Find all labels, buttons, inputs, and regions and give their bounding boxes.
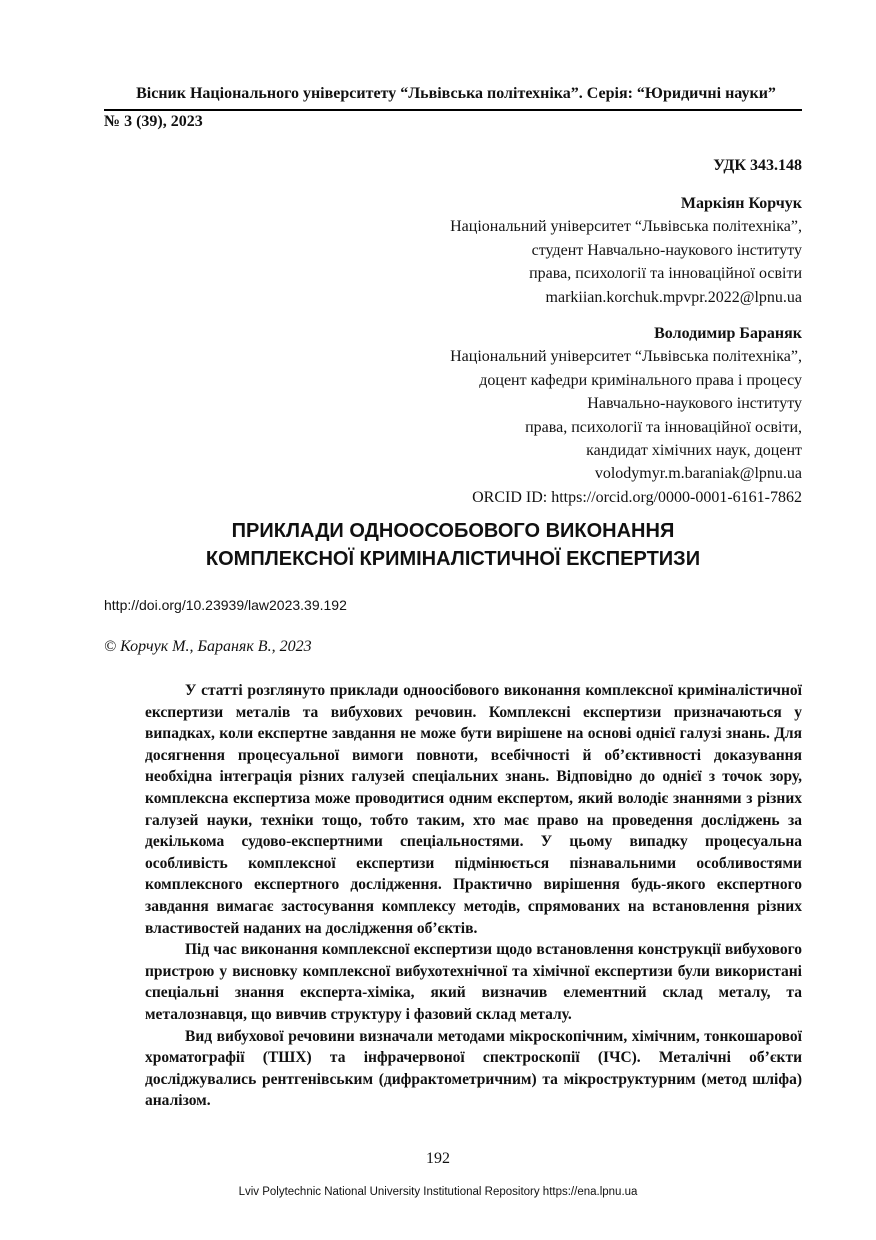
author-institute: Навчально-наукового інституту — [587, 395, 802, 413]
udc-code: УДК 343.148 — [713, 157, 802, 174]
author-institute-cont: права, психології та інноваційної освіти, — [525, 418, 802, 436]
author-orcid: ORCID ID: https://orcid.org/0000-0001-6161-7862 — [472, 488, 802, 506]
author-email: volodymyr.m.baraniak@lpnu.ua — [594, 465, 802, 483]
page-number: 192 — [426, 1150, 450, 1167]
paper-title-line: КОМПЛЕКСНОЇ КРИМІНАЛІСТИЧНОЇ ЕКСПЕРТИЗИ — [205, 548, 701, 570]
doi-link[interactable]: http://doi.org/10.23939/law2023.39.192 — [104, 597, 347, 613]
author-block-korchuk — [242, 192, 802, 309]
author-degree: кандидат хімічних наук, доцент — [586, 442, 802, 460]
issue-number: № 3 (39), 2023 — [104, 113, 203, 130]
author-block-baraniak — [242, 322, 802, 509]
author-institute: права, психології та інноваційної освіти — [529, 265, 802, 283]
abstract — [145, 680, 802, 1112]
author-affiliation: Національний університет “Львівська політехніка”, — [450, 218, 802, 236]
author-name: Маркіян Корчук — [680, 195, 802, 212]
author-affiliation: Національний університет “Львівська політехніка”, — [450, 348, 802, 366]
author-email: markiian.korchuk.mpvpr.2022@lpnu.ua — [545, 288, 802, 306]
abstract-paragraph: Під час виконання комплексної експертизи щодо встановлення конструкції вибухового пристрою у висновку комплексної вибухотехнічної та хімічної експертизи були використані спеціальні знання експерта-хіміка, який визначив елементний склад металу, та металознавця, що вивчив структуру і фазовий склад металу. — [145, 941, 802, 1023]
copyright-notice: © Корчук М., Бараняк В., 2023 — [104, 638, 312, 655]
abstract-paragraph: У статті розглянуто приклади одноосібового виконання комплексної криміналістичної експертизи металів та вибухових речовин. Комплексні експертизи призначаються у випадках, коли експертне завдання не може бути вирішене на основі однієї галузі знань. Для досягнення процесуальної вимоги повноти, всебічності й об’єктивності доказування необхідна інтеграція різних галузей спеціальних знань. Відповідно до однієї з точок зору, комплексна експертиза може проводитися одним експертом, який володіє знаннями з різних галузей науки, техніки тощо, тобто таким, хто має право на проведення досліджень за декількома судово-експертними спеціальностями. У цьому випадку процесуальна особливість комплексної експертизи підмінюється пізнавальними особливостями комплексного експертного дослідження. Практично вирішення будь-якого експертного завдання вимагає застосування комплексу методів, спрямованих на встановлення різних властивостей наданих на дослідження об’єктів. — [145, 682, 802, 937]
author-position: доцент кафедри кримінального права і процесу — [479, 371, 802, 389]
author-name: Володимир Бараняк — [654, 325, 802, 342]
author-position: студент Навчально-наукового інституту — [531, 241, 802, 259]
paper-title — [104, 517, 802, 573]
header-rule — [104, 109, 802, 111]
abstract-paragraph: Вид вибухової речовини визначали методами мікроскопічним, хімічним, тонкошарової хроматографії (ТШХ) та інфрачервоної спектроскопії (ІЧС). Металічні об’єкти досліджувались рентгенівським (дифрактометричним) та мікроструктурним (метод шліфа) аналізом. — [145, 1027, 802, 1110]
paper-title-line: ПРИКЛАДИ ОДНООСОБОВОГО ВИКОНАННЯ — [231, 520, 675, 542]
journal-title: Вісник Національного університету “Львівська політехніка”. Серія: “Юридичні науки” — [136, 85, 776, 102]
repository-footer: Lviv Polytechnic National University Institutional Repository https://ena.lpnu.ua — [238, 1186, 638, 1198]
